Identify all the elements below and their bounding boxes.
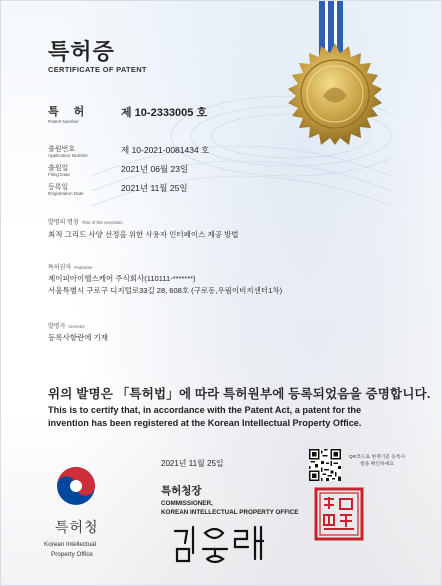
invention-title-label bbox=[48, 217, 123, 226]
inventor-label-ko: 발명자 bbox=[48, 324, 66, 330]
commissioner-title-en-line1: COMMISSIONER, bbox=[161, 500, 213, 507]
filing-date-label: 출원일 bbox=[48, 165, 69, 172]
inventor-label-en: Inventor bbox=[68, 324, 85, 329]
qr-note: QR코드로 현재기준 등록사항을 확인하세요 bbox=[348, 455, 406, 467]
patentee-label-en: Patentee bbox=[74, 265, 93, 270]
registration-date-label: 등록일 bbox=[48, 184, 69, 191]
document-title: 특허증 bbox=[48, 39, 115, 64]
filing-date-value: 2021년 06월 23일 bbox=[121, 164, 189, 174]
registration-date-label-en: Registration Date bbox=[48, 191, 84, 196]
certification-statement-en: This is to certify that, in accordance with the Patent Act, a patent for the invention has been registered at the Korean Intellectual Property Office. bbox=[48, 405, 362, 428]
application-number-value: 제 10-2021-0081434 호 bbox=[121, 145, 210, 155]
patent-number-value: 제 10-2333005 호 bbox=[121, 107, 208, 119]
patent-number-label-en: Patent Number bbox=[48, 119, 79, 124]
official-stamp-icon bbox=[314, 487, 364, 541]
inventor-value: 등록사항란에 기재 bbox=[48, 333, 109, 342]
invention-title-label-en: Title of the Invention bbox=[81, 220, 123, 225]
commissioner-title-ko: 특허청장 bbox=[161, 485, 202, 497]
kipo-emblem-icon bbox=[55, 465, 97, 507]
certification-statement-ko: 위의 발명은 「특허법」에 따라 특허원부에 등록되었음을 증명합니다. bbox=[48, 387, 431, 401]
office-name-en-line1: Korean Intellectual bbox=[44, 541, 97, 548]
inventor-label bbox=[48, 321, 85, 330]
application-number-label-en: Application Number bbox=[48, 153, 89, 158]
patentee-label-ko: 특허권자 bbox=[48, 265, 72, 271]
gold-seal-icon bbox=[283, 41, 387, 145]
filing-date-label-en: Filing Date bbox=[48, 172, 70, 177]
patentee-name: 제이피아이헬스케어 주식회사(110111-*******) bbox=[48, 274, 196, 283]
qr-code-icon[interactable] bbox=[309, 449, 341, 481]
issue-date: 2021년 11월 25일 bbox=[161, 459, 224, 468]
office-name-en-line2: Property Office bbox=[51, 551, 93, 558]
document-subtitle: CERTIFICATE OF PATENT bbox=[48, 65, 147, 74]
office-name-ko: 특허청 bbox=[55, 519, 99, 535]
invention-title-label-ko: 발명의 명칭 bbox=[48, 220, 79, 226]
invention-title-value: 최적 그리드 사양 선정을 위한 사용자 인터페이스 제공 방법 bbox=[48, 230, 239, 239]
patentee-address: 서울특별시 구로구 디지털로33길 28, 608호 (구로동,우림이비지센터1차) bbox=[48, 286, 283, 295]
commissioner-signature bbox=[171, 519, 271, 569]
application-number-label: 출원번호 bbox=[48, 146, 76, 153]
registration-date-value: 2021년 11월 25일 bbox=[121, 183, 188, 193]
patent-number-label: 특 허 bbox=[48, 106, 91, 118]
commissioner-title-en-line2: KOREAN INTELLECTUAL PROPERTY OFFICE bbox=[161, 509, 299, 516]
patentee-label bbox=[48, 262, 93, 271]
